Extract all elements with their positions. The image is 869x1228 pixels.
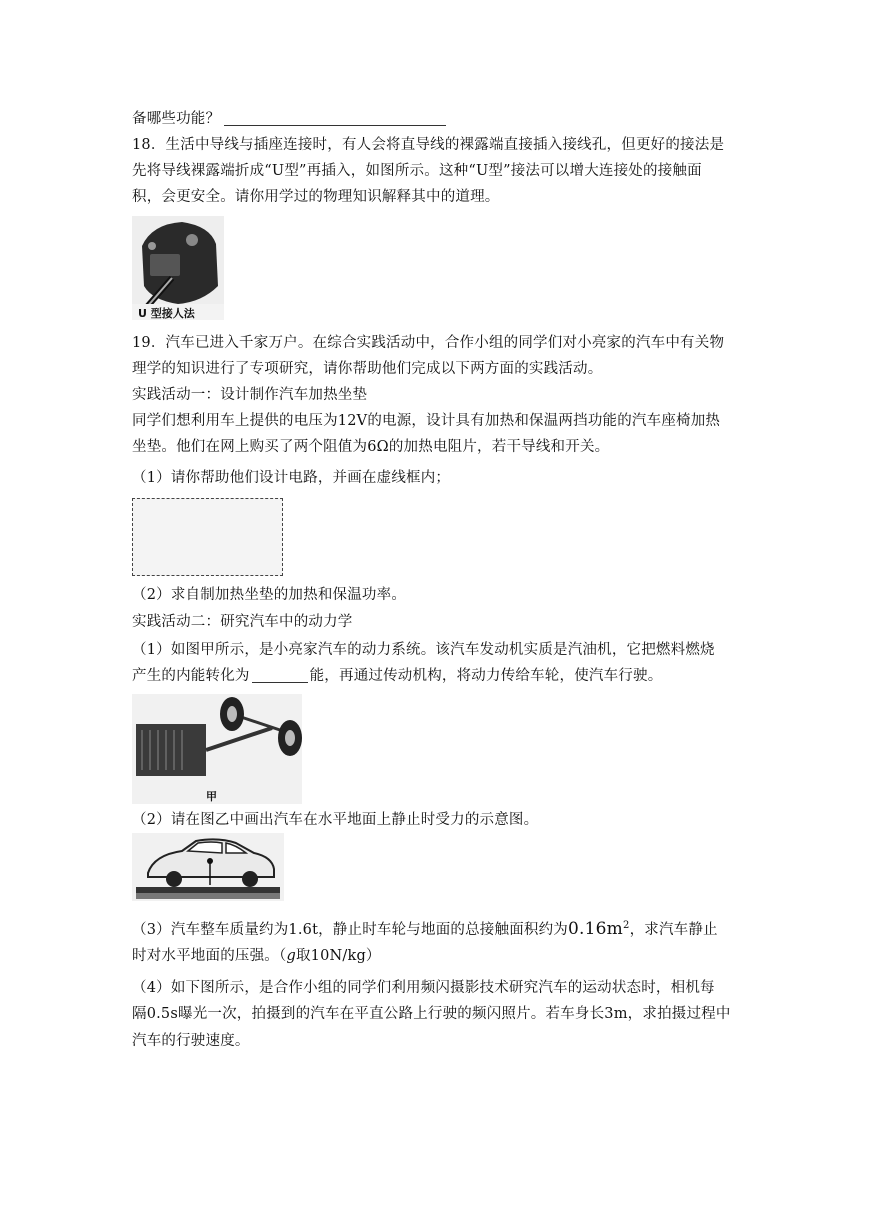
car-figure bbox=[132, 833, 284, 901]
question-17-tail-text: 备哪些功能？ bbox=[132, 111, 221, 127]
gravity-symbol: g bbox=[286, 948, 296, 964]
q18-line-2: 先将导线裸露端折成“U型”再插入，如图所示。这种“U型”接法可以增大连接处的接触面 bbox=[132, 163, 702, 179]
q18-line-3: 积，会更安全。请你用学过的物理知识解释其中的道理。 bbox=[132, 189, 500, 205]
energy-blank[interactable] bbox=[252, 668, 308, 683]
activity-2-heading: 实践活动二：研究汽车中的动力学 bbox=[132, 614, 353, 630]
activity-2-part-2: （2）请在图乙中画出汽车在水平地面上静止时受力的示意图。 bbox=[132, 812, 539, 828]
part-1-text-a: 产生的内能转化为 bbox=[132, 668, 250, 684]
engine-illustration bbox=[132, 694, 302, 804]
part-1-text-b: 能，再通过传动机构，将动力传给车轮，使汽车行驶。 bbox=[309, 668, 663, 684]
activity-2-part-1-line-1: （1）如图甲所示，是小亮家汽车的动力系统。该汽车发动机实质是汽油机，它把燃料燃烧 bbox=[132, 642, 715, 658]
activity-2-part-3-line-2 bbox=[132, 946, 381, 966]
socket-figure bbox=[132, 216, 224, 320]
answer-blank bbox=[224, 111, 446, 126]
activity-2-part-3-line-1 bbox=[132, 916, 718, 940]
q19-line-2: 理学的知识进行了专项研究，请你帮助他们完成以下两方面的实践活动。 bbox=[132, 361, 603, 377]
activity-1-part-1: （1）请你帮助他们设计电路，并画在虚线框内； bbox=[132, 470, 451, 486]
contact-area-value: 0.16m bbox=[568, 918, 623, 939]
socket-caption: U 型接人法 bbox=[138, 307, 195, 320]
activity-1-line-2: 坐垫。他们在网上购买了两个阻值为6Ω的加热电阻片，若干导线和开关。 bbox=[132, 439, 610, 455]
question-17-tail bbox=[132, 109, 446, 129]
activity-1-line-1: 同学们想利用车上提供的电压为12V的电源，设计具有加热和保温两挡功能的汽车座椅加热 bbox=[132, 413, 721, 429]
engine-figure bbox=[132, 694, 302, 804]
activity-2-part-4-line-1: （4）如下图所示，是合作小组的同学们利用频闪摄影技术研究汽车的运动状态时，相机每 bbox=[132, 980, 715, 996]
area-exponent: 2 bbox=[623, 920, 630, 931]
part-3-text-c: 时对水平地面的压强。（ bbox=[132, 948, 287, 964]
part-3-text-a: （3）汽车整车质量约为1.6t，静止时车轮与地面的总接触面积约为 bbox=[132, 921, 569, 938]
car-illustration bbox=[132, 833, 284, 901]
activity-1-heading: 实践活动一：设计制作汽车加热坐垫 bbox=[132, 387, 368, 403]
activity-2-part-4-line-2: 隔0.5s曝光一次，拍摄到的汽车在平直公路上行驶的频闪照片。若车身长3m，求拍摄过程中 bbox=[132, 1006, 731, 1022]
part-3-text-d: 取10N/kg） bbox=[295, 948, 381, 964]
engine-caption: 甲 bbox=[206, 790, 217, 803]
activity-2-part-1-line-2 bbox=[132, 666, 662, 686]
part-3-text-b: ，求汽车静止 bbox=[629, 921, 718, 938]
activity-1-part-2: （2）求自制加热坐垫的加热和保温功率。 bbox=[132, 587, 407, 603]
circuit-drawing-box[interactable] bbox=[132, 498, 283, 576]
q19-line-1: 19．汽车已进入千家万户。在综合实践活动中，合作小组的同学们对小亮家的汽车中有关物 bbox=[132, 335, 725, 351]
activity-2-part-4-line-3: 汽车的行驶速度。 bbox=[132, 1033, 250, 1049]
q18-line-1: 18．生活中导线与插座连接时，有人会将直导线的裸露端直接插入接线孔，但更好的接法是 bbox=[132, 137, 725, 153]
